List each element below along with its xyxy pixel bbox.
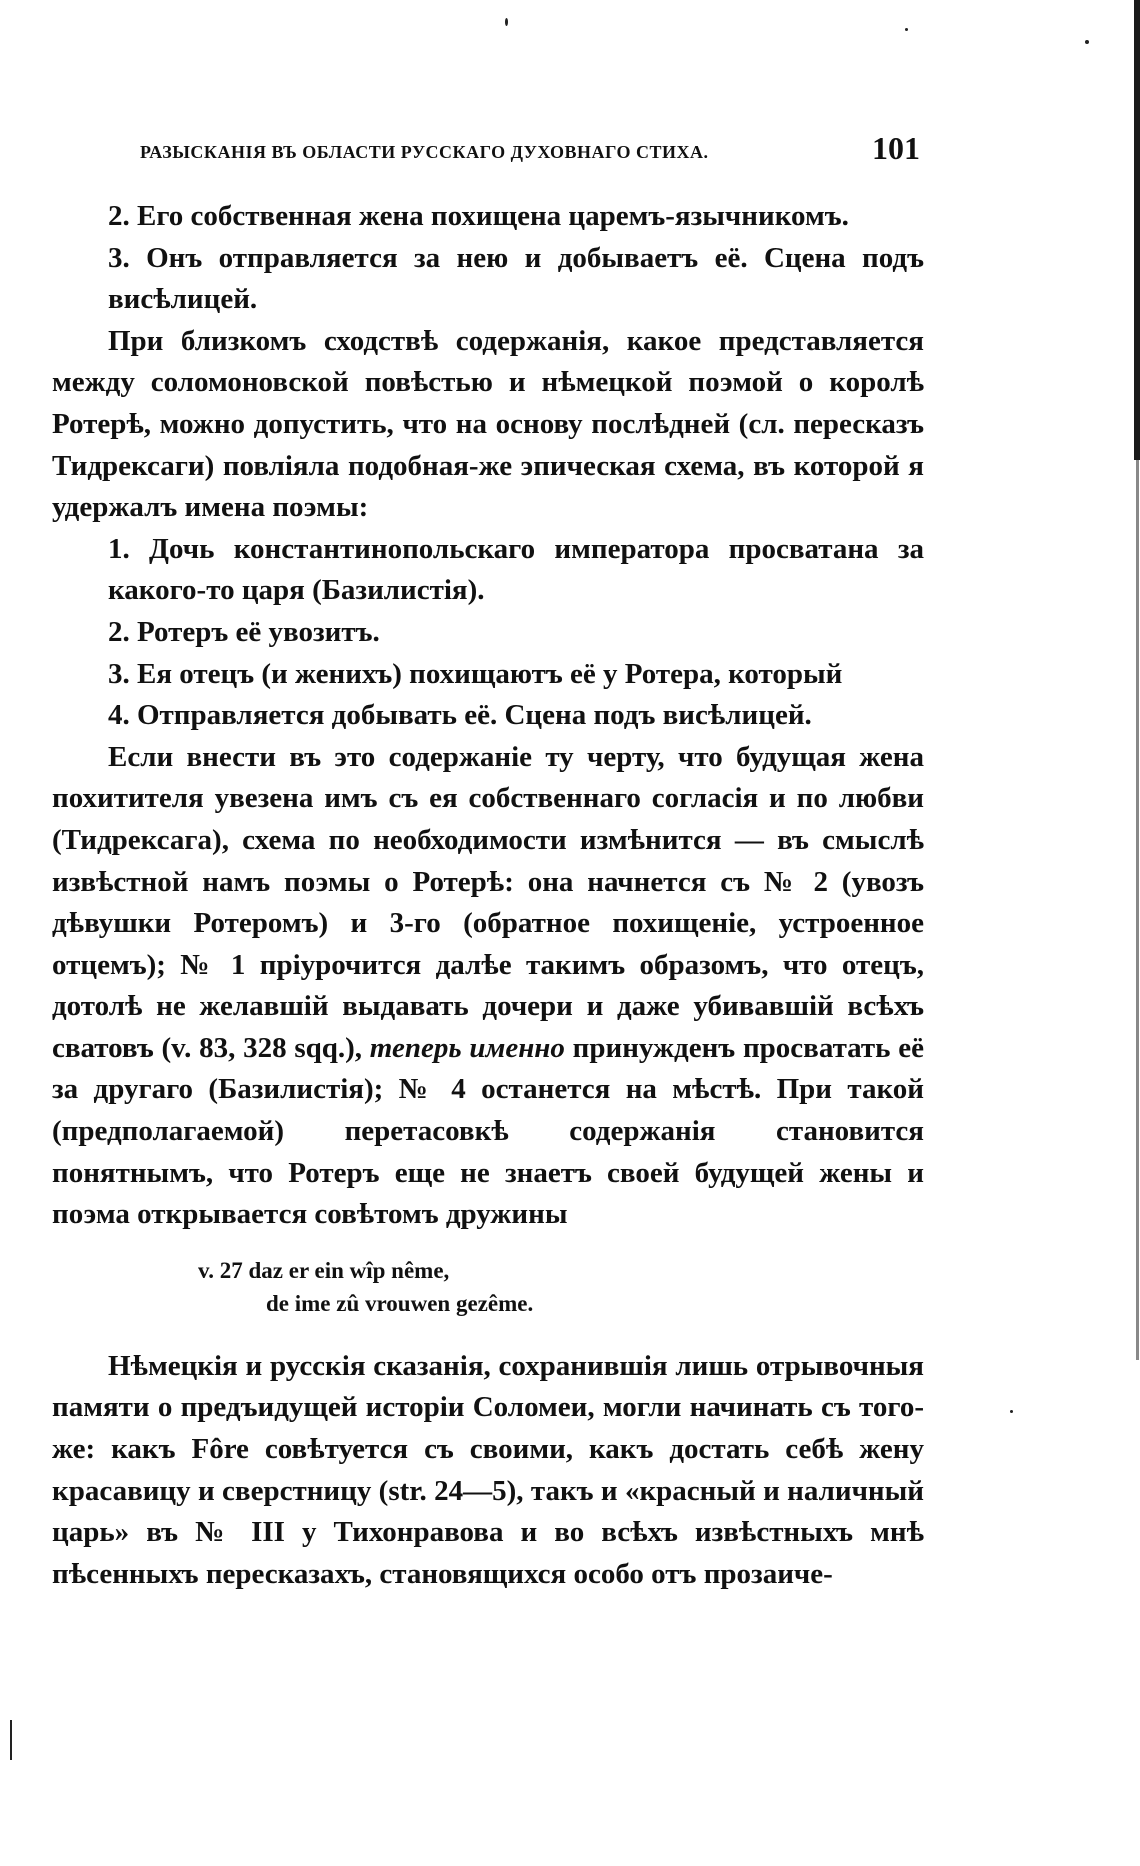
running-head: РАЗЫСКАНІЯ ВЪ ОБЛАСТИ РУССКАГО ДУХОВНАГО СТИХА. <box>140 142 709 162</box>
list-item: 2. Ротеръ её увозитъ. <box>108 615 380 648</box>
paragraph: Нѣмецкія и русскія сказанія, сохранившія лишь отрывочныя памяти о предъидущей исторіи Соломеи, могли начинать съ того-же: какъ Fôre совѣтуется съ своими, какъ достать себѣ жену красавицу и сверстницу (str. 24—5), такъ и «красный и наличный царь» въ № III у Тихонравова и во всѣхъ извѣстныхъ мнѣ пѣсенныхъ пересказахъ, становящихся особо отъ прозаиче- <box>52 1349 924 1590</box>
scan-speck <box>10 1720 12 1760</box>
list-item: 3. Ея отецъ (и женихъ) похищаютъ её у Ротера, который <box>108 657 843 690</box>
scan-speck <box>1085 40 1089 44</box>
scan-speck <box>905 28 908 31</box>
scan-speck <box>505 18 508 26</box>
list-item: 4. Отправляется добывать её. Сцена подъ висѣлицей. <box>108 699 812 732</box>
page-body <box>52 196 924 1595</box>
verse-line: de ime zû vrouwen gezême. <box>266 1290 534 1316</box>
paragraph-text: Если внести въ это содержаніе ту черту, что будущая жена похитителя увезена имъ съ ея собственнаго согласія и по любви (Тидрексага), схема по необходимости измѣнится — въ смыслѣ извѣстной намъ поэмы о Ротерѣ: она начнется съ № 2 (увозъ дѣвушки Ротеромъ) и 3-го (обратное похищеніе, устроенное отцемъ); № 1 пріурочится далѣе такимъ образомъ, что отецъ, дотолѣ не желавшій выдавать дочери и даже убивавшій всѣхъ сватовъ (v. 83, 328 sqq.), <box>52 740 924 1064</box>
page-header <box>140 130 920 170</box>
verse-quote <box>198 1254 924 1320</box>
list-item: 3. Онъ отправляется за нею и добываетъ её. Сцена подъ висѣлицей. <box>108 241 924 316</box>
page-edge-shadow <box>1134 0 1140 460</box>
page-edge-line <box>1136 460 1139 1360</box>
list-item: 1. Дочь константинопольскаго императора просватана за какого-то царя (Базилистія). <box>108 532 924 607</box>
emphasis-text: теперь именно <box>369 1031 565 1064</box>
verse-line: v. 27 daz er ein wîp nême, <box>198 1257 450 1283</box>
page-number: 101 <box>872 130 920 166</box>
scan-speck <box>1010 1410 1013 1413</box>
paragraph-text: принужденъ просватать её за другаго (Базилистія); № 4 останется на мѣстѣ. При такой (предполагаемой) перетасовкѣ содержанія становится понятнымъ, что Ротеръ еще не знаетъ своей будущей жены и поэма открывается совѣтомъ дружины <box>52 1031 925 1231</box>
paragraph <box>52 737 924 1236</box>
paragraph: При близкомъ сходствѣ содержанія, какое представляется между соломоновской повѣстью и нѣмецкой поэмой о королѣ Ротерѣ, можно допустить, что на основу послѣдней (сл. пересказъ Тидрексаги) повліяла подобная-же эпическая схема, въ которой я удержалъ имена поэмы: <box>52 324 924 524</box>
list-item: 2. Его собственная жена похищена царемъ-язычникомъ. <box>108 200 849 232</box>
